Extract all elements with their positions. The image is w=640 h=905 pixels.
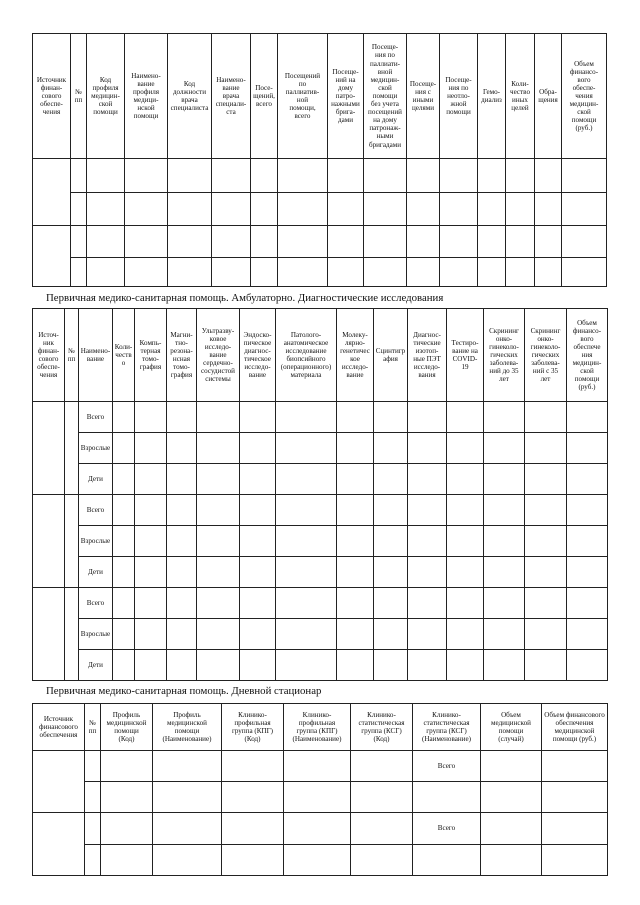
table-cell[interactable] [85,813,101,845]
table-row [33,433,608,464]
header-cell: Клинико- статистическая группа (КСГ) (Код) [351,704,413,751]
table-cell[interactable] [240,402,276,433]
table-cell[interactable] [337,433,374,464]
table-cell[interactable] [33,226,71,287]
table-cell[interactable] [101,845,153,876]
header-cell: Посеще- ний на дому патро- нажными брига- дами [328,34,364,159]
header-cell: Профиль медицинской помощи (Код) [101,704,153,751]
table-cell[interactable] [447,588,484,619]
table-cell[interactable] [135,557,167,588]
table-cell[interactable] [525,650,567,681]
table-cell[interactable] [135,495,167,526]
table-cell[interactable] [413,845,481,876]
header-cell: Тестиро- вание на COVID- 19 [447,309,484,402]
row-label-total: Всего [413,751,481,782]
table-cell[interactable] [87,226,125,258]
table-cell[interactable] [440,193,478,226]
row-label-total: Всего [79,402,113,433]
table-cell[interactable] [167,495,197,526]
table-cell[interactable] [525,495,567,526]
table-cell[interactable] [87,193,125,226]
table-row [33,258,607,287]
header-cell: Диагнос- тические изотоп- ные ПЭТ исследо- вания [408,309,447,402]
table-cell[interactable] [484,526,525,557]
table-cell[interactable] [408,526,447,557]
table-cell[interactable] [525,526,567,557]
table-cell[interactable] [374,495,408,526]
header-cell: Объем финансо- вого обеспе- чения медицин- ской помощи (руб.) [562,34,607,159]
table-cell[interactable] [374,619,408,650]
table-cell[interactable] [408,464,447,495]
header-cell: Скрининг онко- гинеколо- гических заболева- ний с 35 лет [525,309,567,402]
table-cell[interactable] [276,433,337,464]
table-cell[interactable] [101,813,153,845]
table-cell[interactable] [484,619,525,650]
table-cell[interactable] [33,588,65,681]
header-cell: Посещений по паллиатив- ной помощи, всего [278,34,328,159]
table-cell[interactable] [167,650,197,681]
table-cell[interactable] [113,557,135,588]
header-cell: Обра- щения [535,34,562,159]
table-cell[interactable] [240,433,276,464]
table-cell[interactable] [135,619,167,650]
header-cell: Посеще- ния с иными целями [407,34,440,159]
table-cell[interactable] [85,782,101,813]
table-cell[interactable] [567,464,608,495]
header-cell: Объем медицинской помощи (случай) [481,704,542,751]
table-row [33,193,607,226]
table-row [33,588,608,619]
table-cell[interactable] [278,193,328,226]
section-title-diagnostics: Первичная медико-санитарная помощь. Амбулаторно. Диагностические исследования [46,292,444,304]
table-cell[interactable] [135,433,167,464]
table-cell[interactable] [33,813,85,876]
table-cell[interactable] [562,159,607,193]
table-cell[interactable] [484,433,525,464]
table-cell[interactable] [153,751,222,782]
table-cell[interactable] [276,495,337,526]
table-cell[interactable] [113,619,135,650]
table-cell[interactable] [374,402,408,433]
table-cell[interactable] [87,258,125,287]
table-cell[interactable] [337,495,374,526]
table-cell[interactable] [168,193,212,226]
row-label-children: Дети [79,557,113,588]
table-cell[interactable] [71,226,87,258]
table-header-row [33,34,607,159]
table-cell[interactable] [337,619,374,650]
table-cell[interactable] [484,464,525,495]
table-cell[interactable] [113,464,135,495]
table-cell[interactable] [135,588,167,619]
table-cell[interactable] [276,588,337,619]
table-cell[interactable] [478,193,506,226]
table-cell[interactable] [374,557,408,588]
table-cell[interactable] [407,226,440,258]
table-cell[interactable] [535,193,562,226]
table-cell[interactable] [278,226,328,258]
table-cell[interactable] [374,433,408,464]
header-cell: Объем финансового обеспечения медицинской помощи (руб.) [542,704,608,751]
row-label-children: Дети [79,650,113,681]
table-cell[interactable] [408,650,447,681]
table-cell[interactable] [85,845,101,876]
table-cell[interactable] [447,650,484,681]
header-cell: Клинико- статистическая группа (КСГ) (Наименование) [413,704,481,751]
table-cell[interactable] [535,159,562,193]
table-cell[interactable] [481,845,542,876]
table-cell[interactable] [113,526,135,557]
table-cell[interactable] [484,588,525,619]
table-cell[interactable] [284,782,351,813]
table-cell[interactable] [484,495,525,526]
table-row [33,782,608,813]
header-cell: Коли- чество иных целей [506,34,535,159]
table-cell[interactable] [212,258,251,287]
table-cell[interactable] [525,464,567,495]
table-cell[interactable] [251,193,278,226]
header-cell: Наимено- вание профиля медици- нской помощи [125,34,168,159]
table-cell[interactable] [125,159,168,193]
table-cell[interactable] [87,159,125,193]
table-cell[interactable] [125,258,168,287]
table-row [33,226,607,258]
table-cell[interactable] [284,813,351,845]
table-cell[interactable] [484,650,525,681]
table-header-row [33,309,608,402]
table-cell[interactable] [440,258,478,287]
table-cell[interactable] [337,557,374,588]
table-cell[interactable] [284,845,351,876]
table-cell[interactable] [374,526,408,557]
table-row [33,557,608,588]
table-row [33,159,607,193]
table-cell[interactable] [535,258,562,287]
table-cell[interactable] [567,402,608,433]
table-cell[interactable] [542,782,608,813]
row-label-adults: Взрослые [79,619,113,650]
table-cell[interactable] [167,433,197,464]
table-cell[interactable] [167,588,197,619]
table-cell[interactable] [222,782,284,813]
table-cell[interactable] [240,495,276,526]
table-cell[interactable] [328,193,364,226]
section-title-day-hospital: Первичная медико-санитарная помощь. Дневной стационар [46,685,322,697]
table-cell[interactable] [337,588,374,619]
table-cell[interactable] [71,193,87,226]
table-cell[interactable] [167,557,197,588]
table-cell[interactable] [251,258,278,287]
header-cell: № пп [65,309,79,402]
table-cell[interactable] [328,258,364,287]
table-cell[interactable] [447,526,484,557]
table-cell[interactable] [240,650,276,681]
header-cell: Клинико- профильная группа (КПГ) (Наименование) [284,704,351,751]
table-cell[interactable] [212,159,251,193]
table-cell[interactable] [71,159,87,193]
header-cell: Скрининг онко- гинеколо- гических заболева- ний до 35 лет [484,309,525,402]
table-cell[interactable] [484,402,525,433]
table-row [33,813,608,845]
table-cell[interactable] [113,495,135,526]
table-cell[interactable] [65,495,79,588]
table-cell[interactable] [222,845,284,876]
table-row [33,751,608,782]
table-cell[interactable] [351,751,413,782]
table-cell[interactable] [535,226,562,258]
table-cell[interactable] [278,159,328,193]
table-cell[interactable] [135,464,167,495]
table-cell[interactable] [478,159,506,193]
table-outpatient-visits [32,33,607,287]
header-cell: Посеще- ния по неотло- жной помощи [440,34,478,159]
row-label-adults: Взрослые [79,433,113,464]
table-cell[interactable] [276,557,337,588]
table-cell[interactable] [33,751,85,813]
table-cell[interactable] [525,433,567,464]
table-cell[interactable] [567,650,608,681]
table-cell[interactable] [167,619,197,650]
table-cell[interactable] [284,751,351,782]
table-row [33,845,608,876]
table-cell[interactable] [506,193,535,226]
table-cell[interactable] [440,226,478,258]
table-cell[interactable] [447,619,484,650]
header-cell: Наимено- вание [79,309,113,402]
table-cell[interactable] [567,619,608,650]
table-cell[interactable] [240,557,276,588]
table-cell[interactable] [85,751,101,782]
table-cell[interactable] [153,813,222,845]
table-cell[interactable] [197,464,240,495]
table-cell[interactable] [135,402,167,433]
table-cell[interactable] [525,619,567,650]
table-cell[interactable] [542,751,608,782]
table-cell[interactable] [567,495,608,526]
row-label-adults: Взрослые [79,526,113,557]
table-cell[interactable] [337,650,374,681]
table-cell[interactable] [506,226,535,258]
table-cell[interactable] [113,433,135,464]
table-cell[interactable] [101,751,153,782]
table-cell[interactable] [364,226,407,258]
table-cell[interactable] [240,464,276,495]
table-cell[interactable] [562,193,607,226]
table-cell[interactable] [135,526,167,557]
header-cell: Ультразву- ковое исследо- вание сердечно- сосудистой системы [197,309,240,402]
header-cell: Источ- ник финан- сового обеспе- чения [33,309,65,402]
table-cell[interactable] [447,433,484,464]
table-cell[interactable] [197,402,240,433]
table-cell[interactable] [481,782,542,813]
table-cell[interactable] [525,557,567,588]
table-cell[interactable] [364,193,407,226]
table-cell[interactable] [197,557,240,588]
table-cell[interactable] [276,402,337,433]
table-cell[interactable] [364,258,407,287]
table-cell[interactable] [478,258,506,287]
header-cell: Профиль медицинской помощи (Наименование) [153,704,222,751]
header-cell: Посе- щений, всего [251,34,278,159]
table-cell[interactable] [113,588,135,619]
table-cell[interactable] [525,402,567,433]
table-cell[interactable] [567,588,608,619]
table-cell[interactable] [447,402,484,433]
table-row [33,619,608,650]
table-cell[interactable] [408,619,447,650]
table-cell[interactable] [212,226,251,258]
table-cell[interactable] [197,588,240,619]
table-cell[interactable] [167,526,197,557]
table-cell[interactable] [374,464,408,495]
table-cell[interactable] [447,557,484,588]
table-cell[interactable] [351,845,413,876]
table-cell[interactable] [562,258,607,287]
table-cell[interactable] [351,782,413,813]
table-row [33,650,608,681]
table-cell[interactable] [567,526,608,557]
table-cell[interactable] [197,650,240,681]
table-cell[interactable] [197,619,240,650]
table-cell[interactable] [113,402,135,433]
header-cell: Наимено- вание врача специали- ста [212,34,251,159]
row-label-children: Дети [79,464,113,495]
header-cell: Гемо- диализ [478,34,506,159]
row-label-total: Всего [79,588,113,619]
table-cell[interactable] [278,258,328,287]
table-cell[interactable] [542,813,608,845]
table-cell[interactable] [197,495,240,526]
table-cell[interactable] [101,782,153,813]
header-cell: № пп [71,34,87,159]
table-cell[interactable] [222,813,284,845]
header-cell: Сцинтигр афия [374,309,408,402]
header-cell: Эндоско- пическое диагнос- тическое исследо- вание [240,309,276,402]
table-cell[interactable] [567,557,608,588]
table-cell[interactable] [478,226,506,258]
header-cell: № пп [85,704,101,751]
header-cell: Патолого- анатомическое исследование биопсийного (операционного) материала [276,309,337,402]
table-cell[interactable] [222,751,284,782]
header-cell: Объем финансо- вого обеспече ния медицин- ской помощи (руб.) [567,309,608,402]
header-cell: Молеку- лярно- генетичес кое исследо- вание [337,309,374,402]
header-cell: Магни- тно- резона- нсная томо- графия [167,309,197,402]
table-cell[interactable] [240,619,276,650]
table-cell[interactable] [276,619,337,650]
table-cell[interactable] [197,526,240,557]
table-cell[interactable] [276,526,337,557]
header-cell: Компь- терная томо- графия [135,309,167,402]
table-cell[interactable] [562,226,607,258]
table-cell[interactable] [374,650,408,681]
table-cell[interactable] [408,495,447,526]
table-cell[interactable] [212,193,251,226]
table-cell[interactable] [374,588,408,619]
header-cell: Источник финансового обеспечения [33,704,85,751]
table-cell[interactable] [408,557,447,588]
table-cell[interactable] [276,650,337,681]
table-cell[interactable] [408,588,447,619]
table-cell[interactable] [337,526,374,557]
table-diagnostics [32,308,608,681]
table-cell[interactable] [407,258,440,287]
table-cell[interactable] [413,782,481,813]
table-cell[interactable] [240,526,276,557]
table-cell[interactable] [168,226,212,258]
table-cell[interactable] [125,226,168,258]
table-cell[interactable] [484,557,525,588]
table-cell[interactable] [408,433,447,464]
table-cell[interactable] [337,464,374,495]
table-cell[interactable] [364,159,407,193]
table-cell[interactable] [71,258,87,287]
table-cell[interactable] [113,650,135,681]
table-row [33,402,608,433]
table-cell[interactable] [328,159,364,193]
header-cell: Код профиля медицин- ской помощи [87,34,125,159]
table-cell[interactable] [506,258,535,287]
table-cell[interactable] [351,813,413,845]
table-cell[interactable] [167,402,197,433]
table-cell[interactable] [407,159,440,193]
table-cell[interactable] [251,159,278,193]
table-row [33,495,608,526]
table-cell[interactable] [153,782,222,813]
header-cell: Код должности врача специалиста [168,34,212,159]
table-cell[interactable] [506,159,535,193]
table-row [33,526,608,557]
table-cell[interactable] [251,226,278,258]
header-cell: Клинико- профильная группа (КПГ) (Код) [222,704,284,751]
table-header-row [33,704,608,751]
table-cell[interactable] [567,433,608,464]
header-cell: Посеще- ния по паллиати- вной медицин- ской помощи без учета посещений на дому патронаж- ными бригадами [364,34,407,159]
table-day-hospital [32,703,608,876]
table-cell[interactable] [481,813,542,845]
table-cell[interactable] [168,159,212,193]
header-cell: Источник финан- сового обеспе- чения [33,34,71,159]
header-cell: Коли- честв о [113,309,135,402]
table-cell[interactable] [197,433,240,464]
table-cell[interactable] [65,402,79,495]
table-cell[interactable] [542,845,608,876]
row-label-total: Всего [413,813,481,845]
table-cell[interactable] [276,464,337,495]
table-cell[interactable] [337,402,374,433]
table-cell[interactable] [525,588,567,619]
table-cell[interactable] [447,495,484,526]
table-cell[interactable] [168,258,212,287]
table-cell[interactable] [328,226,364,258]
table-cell[interactable] [33,495,65,588]
table-row [33,464,608,495]
table-cell[interactable] [65,588,79,681]
table-cell[interactable] [440,159,478,193]
table-cell[interactable] [407,193,440,226]
table-cell[interactable] [33,402,65,495]
table-cell[interactable] [481,751,542,782]
row-label-total: Всего [79,495,113,526]
table-cell[interactable] [135,650,167,681]
table-cell[interactable] [125,193,168,226]
table-cell[interactable] [167,464,197,495]
table-cell[interactable] [33,159,71,226]
table-cell[interactable] [408,402,447,433]
table-cell[interactable] [240,588,276,619]
table-cell[interactable] [447,464,484,495]
table-cell[interactable] [153,845,222,876]
